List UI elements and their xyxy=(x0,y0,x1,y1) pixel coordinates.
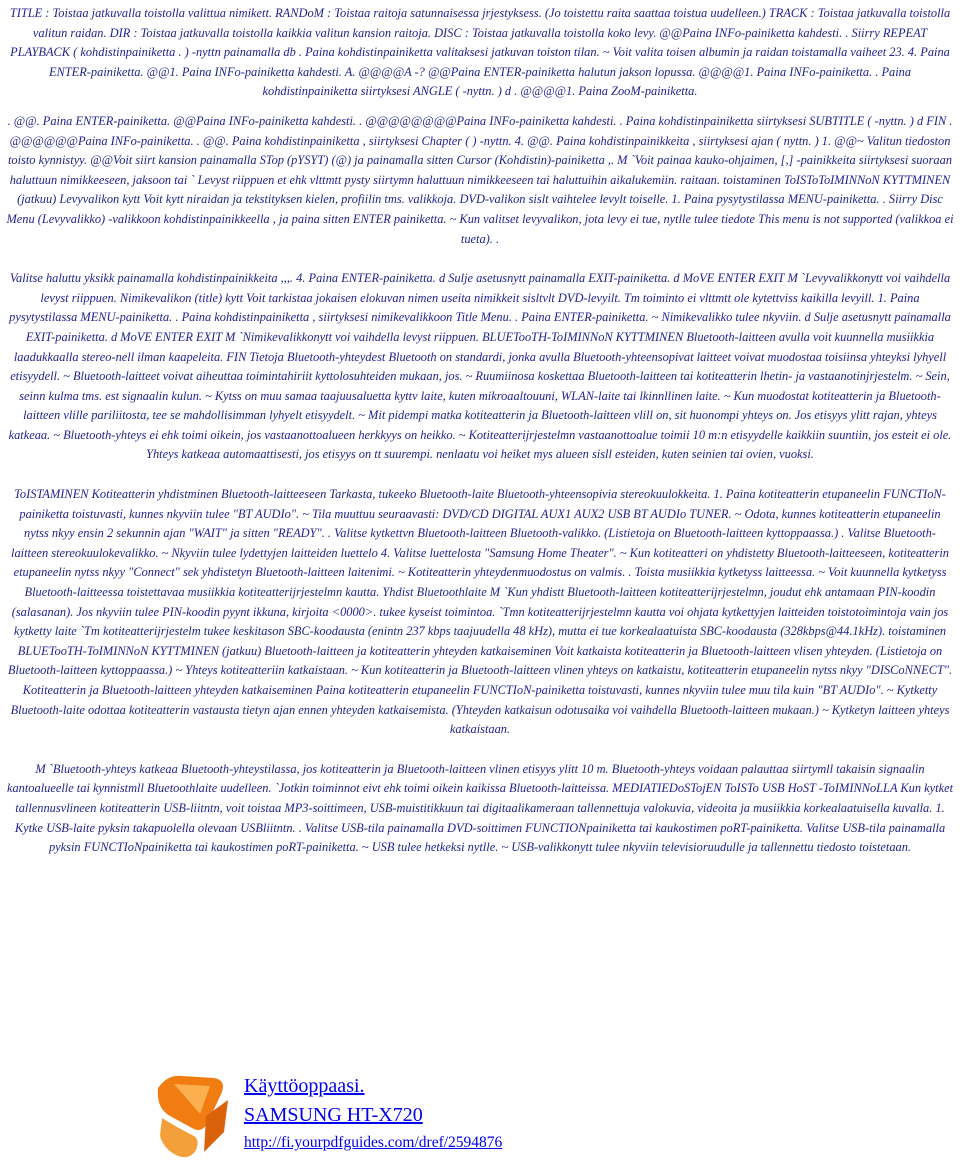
paragraph-repeat-playback: TITLE : Toistaa jatkuvalla toistolla valittua nimikett. RANDoM : Toistaa raitoja satunnaisessa jrjestyksess. (Jo toistettu raita saattaa toistua uudelleen.) TRACK : Toistaa jatkuvalla toistolla valitun raidan. DIR : Toistaa jatkuvalla toistolla kaikkia valitun kansion raitoja. DISC : Toistaa jatkuvalla toistolla koko levy. @@Paina INFo-painiketta kahdesti. . Siirry REPEAT PLAYBACK ( kohdistinpainiketta . ) -nyttn painamalla db . Paina kohdistinpainiketta valitaksesi jatkuvan toiston tilan. ~ Voit valita toisen albumin ja raidan toistamalla vaiheet 23. 4. Paina ENTER-painiketta. @@1. Paina INFo-painiketta kahdesti. A. @@@@A -? @@Paina ENTER-painiketta halutun jakson lopussa. @@@@1. Paina INFo-painiketta. . Paina kohdistinpainiketta siirtyksesi ANGLE ( -nyttn. ) d . @@@@1. Paina ZooM-painiketta. xyxy=(9,6,951,99)
paragraph-subtitle-menu: . @@. Paina ENTER-painiketta. @@Paina INFo-painiketta kahdesti. . @@@@@@@@Paina INFo-painiketta kahdesti. . Paina kohdistinpainiketta siirtyksesi SUBTITLE ( -nyttn. ) d FIN . @@@@@@Paina INFo-painiketta. . @@. Paina kohdistinpainiketta , siirtyksesi Chapter ( ) -nyttn. 4. @@. Paina kohdistinpainikkeita , siirtyksesi ajan ( nyttn. ) 1. @@~ Valitun tiedoston toisto kynnistyy. @@Voit siirt kansion painamalla STop (pYSYT) (@) ja painamalla sitten Cursor (Kohdistin)-painiketta ,. M `Voit painaa kauko-ohjaimen, [,] -painikkeita siirtyksesi suoraan haluttuun nimikkeeseen, jaksoon tai ` Levyst riippuen et ehk vlttmtt pysty siirtymn haluttuun nimikkeeseen tai haluttuihin aikalukemiin. raitaan. toistaminen ToISToToIMINNoN KYTTMINEN (jatkuu) Levyvalikon kytt Voit kytt niraidan ja tekstityksen kielen, profiilin tms. valikkoja. DVD-valikon sislt vaihtelee levylt toiselle. 1. Paina pysytystilassa MENU-painiketta. . Siirry Disc Menu (Levyvalikko) -valikkoon kohdistinpainikkeella , ja paina sitten ENTER painiketta. ~ Kun valitset levyvalikon, jota levy ei tue, nytlle tulee tiedote This menu is not supported (valikkoa ei tueta). . xyxy=(6,113,954,246)
pdf-guide-logo-icon xyxy=(148,1070,232,1160)
paragraph-title-menu-bluetooth: Valitse haluttu yksikk painamalla kohdistinpainikkeita ,,,. 4. Paina ENTER-painiketta. d Sulje asetusnytt painamalla EXIT-painiketta. d MoVE ENTER EXIT M `Levyvalikkonytt voi vaihdella levyst riippuen. Nimikevalikon (title) kytt Voit tarkistaa jokaisen elokuvan nimen useita nimikkeit sisltvlt DVD-levyilt. Tm toiminto ei vlttmtt ole kytettviss kaikilla levyill. 1. Paina pysytystilassa MENU-painiketta. . Paina kohdistinpainiketta , siirtyksesi nimikevalikkoon Title Menu. . Paina ENTER-painiketta. ~ Nimikevalikko tulee nkyviin. d Sulje asetusnytt painamalla EXIT-painiketta. d MoVE ENTER EXIT M `Nimikevalikkonytt voi vaihdella levyst riippuen. BLUETooTH-ToIMINNoN KYTTMINEN Bluetooth-laitteen avulla voit kuunnella musiikkia laadukkaalla stereo-nell ilman kaapeleita. FIN Tietoja Bluetooth-yhteydest Bluetooth on standardi, jonka avulla Bluetooth-yhteensopivat laitteet voivat muodostaa toisiinsa yhteyksi lyhyell etisyydell. ~ Bluetooth-laitteet voivat aiheuttaa toimintahiriit kyttolosuhteiden mukaan, jos. ~ Ruumiinosa koskettaa Bluetooth-laitteen tai kotiteatterin lhetin- ja vastaanotinjrjestelm. ~ Sein, seinn kulma tms. est signaalin kulun. ~ Kytss on muu samaa taajuusaluetta kyttv laite, kuten mikroaaltouuni, WLAN-laite tai lkinnllinen laite. ~ Kun muodostat kotiteatterin ja Bluetooth-laitteen vlille pariliitosta, tee se mahdollisimman lyhyelt etisyydelt. ~ Mit pidempi matka kotiteatterin ja Bluetooth-laitteen vlill on, sit huonompi yhteys on. Jos etisyys ylitt rajan, yhteys katkeaa. ~ Bluetooth-yhteys ei ehk toimi oikein, jos vastaanottoalueen herkkyys on heikko. ~ Kotiteatterijrjestelmn vastaanottoalue toimii 10 m:n etisyydelle kaikkiin suuntiin, jos esteit ei ole. Yhteys katkeaa automaattisesti, jos etisyys on tt suurempi. nenlaatu voi heiket mys alueen sisll esteiden, kuten seinien tai ovien, vuoksi. xyxy=(8,271,952,462)
footer-links xyxy=(244,1072,502,1156)
footer xyxy=(148,1064,848,1164)
paragraph-bluetooth-connection: ToISTAMINEN Kotiteatterin yhdistminen Bluetooth-laitteeseen Tarkasta, tukeeko Bluetooth-laite Bluetooth-yhteensopivia stereokuulokkeita. 1. Paina kotiteatterin etupaneelin FUNCTIoN-painiketta toistuvasti, kunnes nkyviin tulee "BT AUDIo". ~ Tila muuttuu seuraavasti: DVD/CD DIGITAL AUX1 AUX2 USB BT AUDIo TUNER. ~ Odota, kunnes kotiteatterin etupaneelin nytss nkyy ensin 2 sekunnin ajan "WAIT" ja sitten "READY". . Valitse kytkettvn Bluetooth-laitteen Bluetooth-valikko. (Listietoja on Bluetooth-laitteen kyttoppaassa.) . Valitse Bluetooth-laitteen stereokuulokevalikko. ~ Nkyviin tulee lydettyjen laitteiden luettelo 4. Valitse luettelosta "Samsung Home Theater". ~ Kun kotiteatteri on yhdistetty Bluetooth-laitteeseen, kotiteatterin etupaneelin nytss nkyy "Connect" sek yhdistetyn Bluetooth-laitteen laitenimi. ~ Kotiteatterin yhteydenmuodostus on valmis. . Toista musiikkia kytketyss laitteessa. ~ Voit kuunnella kytketyss Bluetooth-laitteessa toistettavaa musiikkia kotiteatterijrjestelmn kautta. Yhdist Bluetoothlaite M `Kun yhdistt Bluetooth-laitteen kotiteatterijrjestelmn, joudut ehk antamaan PIN-koodin (salasanan). Jos nkyviin tulee PIN-koodin pyynt ikkuna, kirjoita <0000>. tukee kyseist toimintoa. `Tmn kotiteatterijrjestelmn kautta voi ohjata kytkettyjen laitteiden toistotoimintoja vain jos kytketty laite `Tm kotiteatterijrjestelm tukee keskitason SBC-koodausta (enintn 237 kbps taajuudella 48 kHz), mutta ei tue korkealaatuista SBC-koodausta (328kbps@44.1kHz). toistaminen BLUETooTH-ToIMINNoN KYTTMINEN (jatkuu) Bluetooth-laitteen ja kotiteatterin yhteyden katkaiseminen Voit katkaista kotiteatterin ja Bluetooth-laitteen vlisen yhteyden. (Listietoja on Bluetooth-laitteen kyttoppaassa.) ~ Yhteys kotiteatteriin katkaistaan. ~ Kun kotiteatterin ja Bluetooth-laitteen vlinen yhteys on katkaistu, kotiteatterin etupaneelin nytss nkyy "DISCoNNECT". Kotiteatterin ja Bluetooth-laitteen yhteyden katkaiseminen Paina kotiteatterin etupaneelin FUNCTIoN-painiketta toistuvasti, kunnes nkyviin tulee muu tila kuin "BT AUDIo". ~ Kytketty Bluetooth-laite odottaa kotiteatterin vastausta tietyn ajan ennen yhteyden katkaisemista. (Yhteyden katkaisun odotusaika voi vaihdella Bluetooth-laitteen mukaan.) ~ Kytketyn laitteen yhteys katkaistaan. xyxy=(7,487,953,737)
model-link[interactable]: SAMSUNG HT-X720 xyxy=(244,1104,423,1126)
manual-text-block xyxy=(6,4,954,858)
manual-title-link[interactable]: Käyttöoppaasi. xyxy=(244,1075,365,1097)
paragraph-usb-host: M `Bluetooth-yhteys katkeaa Bluetooth-yhteystilassa, jos kotiteatterin ja Bluetooth-laitteen vlinen etisyys ylitt 10 m. Bluetooth-yhteys voidaan palauttaa siirtymll takaisin signaalin kantoalueelle tai kynnistmll Bluetoothlaite uudelleen. `Jotkin toiminnot eivt ehk toimi oikein kaikissa Bluetooth-laitteissa. MEDIATIEDoSTojEN ToISTo USB HoST -ToIMINNoLLA Kun kytket tallennusvlineen kotiteatterin USB-liitntn, voit toistaa MP3-soittimeen, USB-muistitikkuun tai digitaalikameraan tallennettuja valokuvia, videoita ja musiikkia korkealaatuisella kuvalla. 1. Kytke USB-laite pyksin takapuolella olevaan USBliitntn. . Valitse USB-tila painamalla DVD-soittimen FUNCTIONpainiketta tai kaukostimen poRT-painiketta. Valitse USB-tila painamalla pyksin FUNCTIoNpainiketta tai kaukostimen poRT-painiketta. ~ USB tulee hetkeksi nytlle. ~ USB-valikkonytt tulee nkyviin televisioruudulle ja tallennettu tiedosto toistetaan. xyxy=(6,761,954,855)
url-link[interactable]: http://fi.yourpdfguides.com/dref/2594876 xyxy=(244,1134,503,1151)
